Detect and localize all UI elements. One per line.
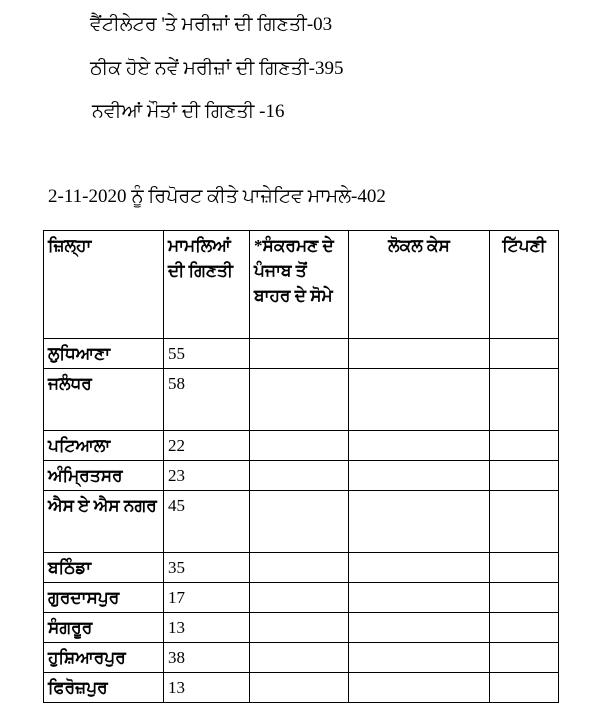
district-cell: ਐਸ ਏ ਐਸ ਨਗਰ <box>44 491 164 553</box>
remarks-cell <box>490 369 559 431</box>
count-cell: 45 <box>164 491 250 553</box>
count-cell: 17 <box>164 583 250 613</box>
outside-source-cell <box>250 613 349 643</box>
outside-source-cell <box>250 583 349 613</box>
local-cases-cell <box>349 369 490 431</box>
local-cases-cell <box>349 553 490 583</box>
remarks-cell <box>490 461 559 491</box>
header-outside-source: *ਸੰਕਰਮਣ ਦੇ ਪੰਜਾਬ ਤੋਂ ਬਾਹਰ ਦੇ ਸੋਮੇ <box>250 231 349 339</box>
header-local-cases: ਲੋਕਲ ਕੇਸ <box>349 231 490 339</box>
table-row <box>44 431 559 461</box>
header-remarks: ਟਿੱਪਣੀ <box>490 231 559 339</box>
count-cell: 23 <box>164 461 250 491</box>
table-row <box>44 339 559 369</box>
local-cases-cell <box>349 491 490 553</box>
table-row <box>44 673 559 703</box>
district-cell: ਲੁਧਿਆਣਾ <box>44 339 164 369</box>
count-cell: 13 <box>164 673 250 703</box>
district-cell: ਜਲੰਧਰ <box>44 369 164 431</box>
district-cell: ਹੁਸ਼ਿਆਰਪੁਰ <box>44 643 164 673</box>
table-row <box>44 369 559 431</box>
outside-source-cell <box>250 431 349 461</box>
outside-source-cell <box>250 491 349 553</box>
remarks-cell <box>490 491 559 553</box>
district-cell: ਪਟਿਆਲਾ <box>44 431 164 461</box>
table-row <box>44 461 559 491</box>
header-case-count: ਮਾਮਲਿਆਂ ਦੀ ਗਿਣਤੀ <box>164 231 250 339</box>
table-header-row <box>44 231 559 339</box>
local-cases-cell <box>349 339 490 369</box>
remarks-cell <box>490 613 559 643</box>
table-row <box>44 583 559 613</box>
header-district: ਜ਼ਿਲ੍ਹਾ <box>44 231 164 339</box>
district-cell: ਗੁਰਦਾਸਪੁਰ <box>44 583 164 613</box>
count-cell: 13 <box>164 613 250 643</box>
district-cell: ਬਠਿੰਡਾ <box>44 553 164 583</box>
count-cell: 38 <box>164 643 250 673</box>
table-row <box>44 491 559 553</box>
report-heading: 2-11-2020 ਨੂੰ ਰਿਪੋਰਟ ਕੀਤੇ ਪਾਜ਼ੇਟਿਵ ਮਾਮਲੇ-402 <box>48 186 386 207</box>
remarks-cell <box>490 431 559 461</box>
local-cases-cell <box>349 461 490 491</box>
outside-source-cell <box>250 339 349 369</box>
district-cell: ਫਿਰੋਜ਼ਪੁਰ <box>44 673 164 703</box>
count-cell: 58 <box>164 369 250 431</box>
remarks-cell <box>490 643 559 673</box>
deaths-count-line: ਨਵੀਆਂ ਮੌਤਾਂ ਦੀ ਗਿਣਤੀ -16 <box>92 101 285 122</box>
count-cell: 22 <box>164 431 250 461</box>
local-cases-cell <box>349 643 490 673</box>
outside-source-cell <box>250 369 349 431</box>
recovered-count-line: ਠੀਕ ਹੋਏ ਨਵੇਂ ਮਰੀਜ਼ਾਂ ਦੀ ਗਿਣਤੀ-395 <box>90 58 344 79</box>
local-cases-cell <box>349 431 490 461</box>
count-cell: 55 <box>164 339 250 369</box>
district-cases-table <box>43 230 559 703</box>
local-cases-cell <box>349 673 490 703</box>
table-row <box>44 553 559 583</box>
outside-source-cell <box>250 553 349 583</box>
remarks-cell <box>490 673 559 703</box>
district-cell: ਸੰਗਰੂਰ <box>44 613 164 643</box>
remarks-cell <box>490 339 559 369</box>
local-cases-cell <box>349 613 490 643</box>
outside-source-cell <box>250 643 349 673</box>
table-row <box>44 643 559 673</box>
count-cell: 35 <box>164 553 250 583</box>
remarks-cell <box>490 553 559 583</box>
table-row <box>44 613 559 643</box>
remarks-cell <box>490 583 559 613</box>
outside-source-cell <box>250 673 349 703</box>
district-cell: ਅੰਮ੍ਰਿਤਸਰ <box>44 461 164 491</box>
local-cases-cell <box>349 583 490 613</box>
outside-source-cell <box>250 461 349 491</box>
ventilator-count-line: ਵੈਂਟੀਲੇਟਰ 'ਤੇ ਮਰੀਜ਼ਾਂ ਦੀ ਗਿਣਤੀ-03 <box>90 14 333 35</box>
